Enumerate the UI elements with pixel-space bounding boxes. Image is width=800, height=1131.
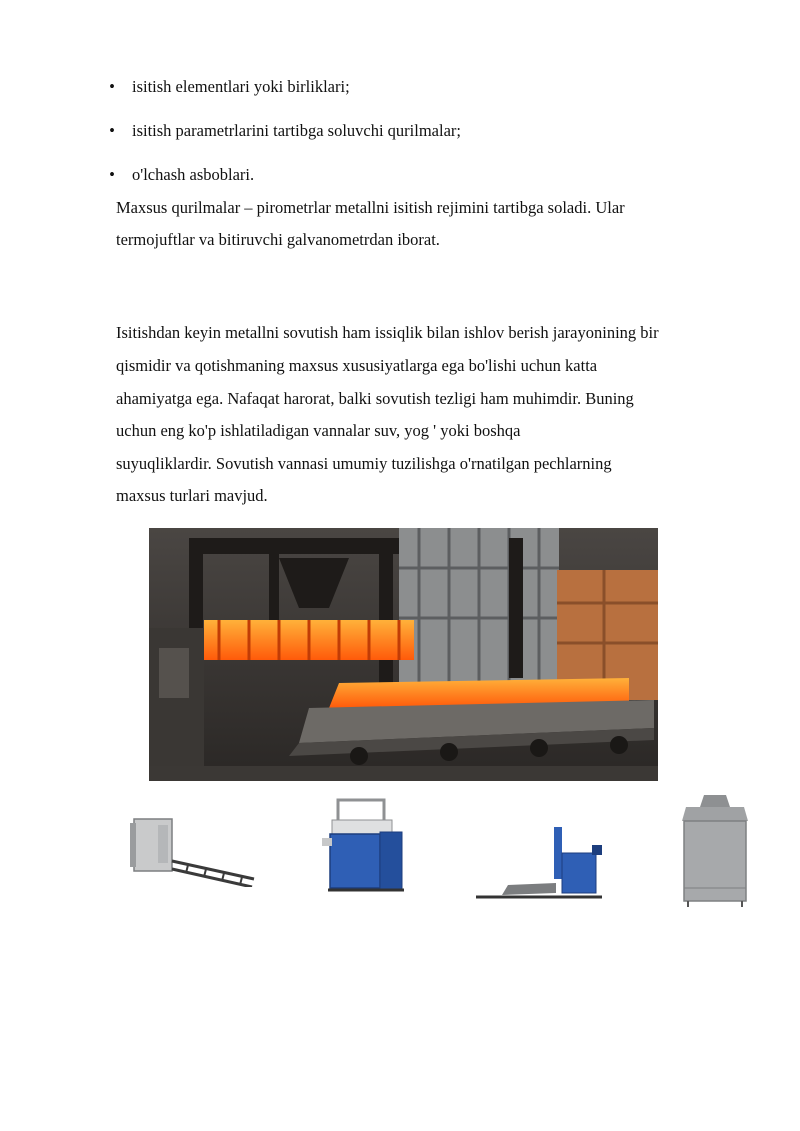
- bullet-item-text: isitish elementlari yoki birliklari;: [132, 77, 350, 96]
- paragraph-line: qismidir va qotishmaning maxsus xususiyatlarga ega bo'lishi uchun katta: [116, 356, 598, 375]
- paragraph-line: termojuftlar va bitiruvchi galvanometrdan iborat.: [116, 230, 440, 249]
- paragraph-line: ahamiyatga ega. Nafaqat harorat, balki sovutish tezligi ham muhimdir. Buning: [116, 389, 634, 408]
- grey-pit-furnace-icon: [680, 793, 750, 909]
- blue-chamber-furnace-icon: [318, 798, 408, 896]
- bullet-item-text: o'lchash asboblari.: [132, 165, 255, 184]
- furnace-with-hot-metal-photo: [149, 528, 658, 781]
- blue-bogie-furnace-icon: [474, 825, 606, 903]
- bullet-item-text: isitish parametrlarini tartibga soluvchi qurilmalar;: [132, 121, 461, 140]
- bullet-marker: •: [109, 165, 115, 184]
- paragraph-line: suyuqliklardir. Sovutish vannasi umumiy tuzilishga o'rnatilgan pechlarning: [116, 454, 612, 473]
- bullet-marker: •: [109, 121, 115, 140]
- bullet-marker: •: [109, 77, 115, 96]
- paragraph-line: maxsus turlari mavjud.: [116, 486, 268, 505]
- paragraph-line: Maxsus qurilmalar – pirometrlar metallni isitish rejimini tartibga soladi. Ular: [116, 198, 625, 217]
- car-bottom-furnace-icon: [128, 815, 256, 887]
- paragraph-line: uchun eng ko'p ishlatiladigan vannalar suv, yog ' yoki boshqa: [116, 421, 521, 440]
- paragraph-line: Isitishdan keyin metallni sovutish ham issiqlik bilan ishlov berish jarayonining bir: [116, 323, 659, 342]
